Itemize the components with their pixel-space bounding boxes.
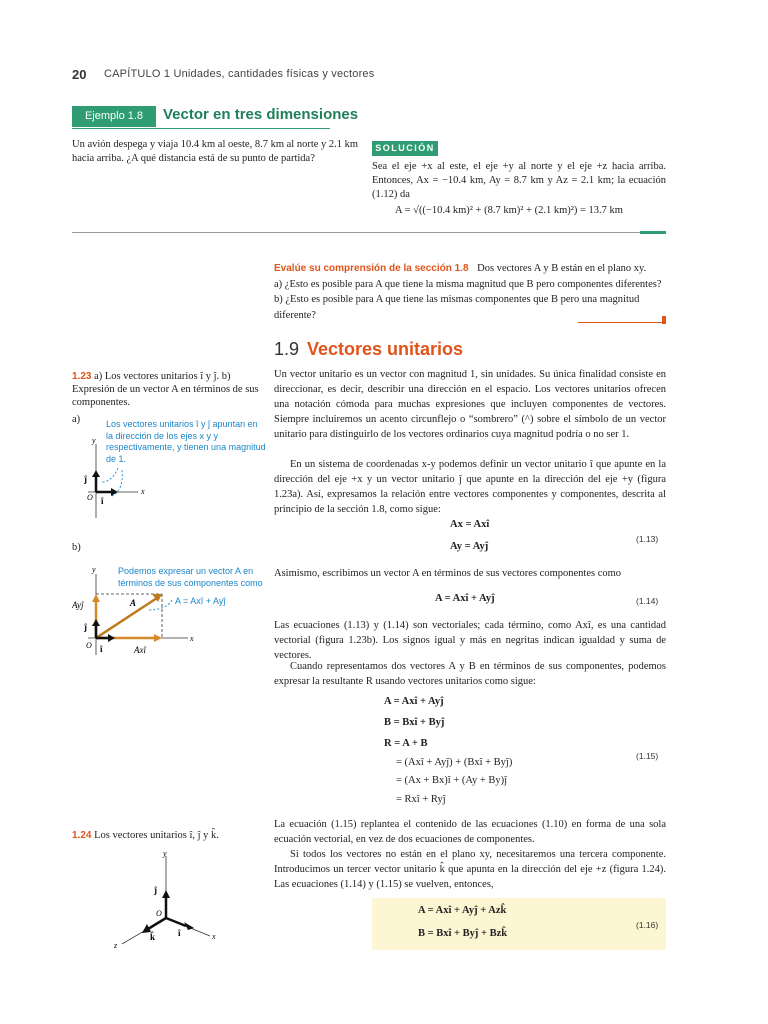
- equation-number-1-13: (1.13): [636, 534, 659, 544]
- fig-b-x-label: x: [190, 634, 194, 643]
- fig-a-origin-label: O: [87, 493, 93, 502]
- ay-arrowhead: [92, 594, 100, 602]
- fig-124-x-label: x: [212, 932, 216, 941]
- figure-1-23a-label: a): [72, 414, 81, 425]
- evaluate-title: Evalúe su comprensión de la sección 1.8: [274, 263, 469, 274]
- paragraph-5: Cuando representamos dos vectores A y B en términos de sus componentes, podemos expresar la resultante R usando vectores unitarios como sigue:: [274, 661, 666, 687]
- page-number: 20: [72, 67, 87, 82]
- evaluate-mark: [662, 316, 666, 324]
- example-rule: [72, 128, 330, 129]
- fig-b-i-label: î: [100, 644, 103, 654]
- i-unit-vector: [166, 918, 186, 926]
- equation-1-15-line6: = Rxî + Ryĵ: [396, 794, 446, 805]
- section-number: 1.9: [274, 339, 300, 359]
- equation-1-15-line4: = (Axî + Ayĵ) + (Bxî + Byĵ): [396, 757, 513, 768]
- equation-1-15-line2: B = Bxî + Byĵ: [384, 717, 445, 728]
- ax-arrowhead: [154, 634, 162, 642]
- fig-b-j-label: ĵ: [84, 622, 87, 632]
- section-divider-accent: [640, 231, 666, 234]
- example-label: Ejemplo 1.8: [72, 106, 156, 127]
- equation-highlight-box: [372, 898, 666, 950]
- equation-number-1-15: (1.15): [636, 751, 659, 761]
- fig-b-origin-label: O: [86, 641, 92, 650]
- i-arrowhead: [111, 488, 118, 496]
- fig-124-z-label: z: [114, 941, 118, 950]
- fig-124-j-label: ĵ: [154, 885, 157, 895]
- equation-1-16a: A = Axî + Ayĵ + Azk̂: [418, 905, 507, 916]
- figure-1-24-number: 1.24: [72, 830, 92, 841]
- j-arrowhead: [162, 890, 170, 898]
- solution-text: Sea el eje +x al este, el eje +y al norte y el eje +z hacia arriba. Entonces, Ax = −10.4 km, Ay = 8.7 km y Az = 2.1 km; la ecuación (1.12) da: [372, 161, 666, 200]
- i-arrowhead: [108, 634, 115, 642]
- fig-124-k-label: k̂: [150, 932, 156, 942]
- figure-1-23a: [72, 430, 272, 520]
- figure-1-23b-note: Podemos expresar un vector A en términos de sus componentes como: [118, 566, 263, 588]
- figure-1-24-caption: [72, 829, 262, 842]
- figure-1-24: [100, 848, 230, 952]
- evaluate-rule: [578, 322, 662, 323]
- evaluate-question-b: b) ¿Esto es posible para A que tiene las mismas componentes que B pero una magnitud diferente?: [274, 294, 640, 321]
- figure-1-24-caption-text: Los vectores unitarios î, ĵ y k̂.: [94, 830, 219, 841]
- j-arrowhead: [92, 619, 100, 626]
- section-title: Vectores unitarios: [307, 339, 464, 359]
- fig-124-origin-label: O: [156, 909, 162, 918]
- fig-a-x-label: x: [141, 487, 145, 496]
- fig-124-i-label: î: [178, 928, 181, 938]
- vector-a: [96, 598, 157, 638]
- evaluate-question-a: a) ¿Esto es posible para A que tiene la misma magnitud que B pero componentes diferentes?: [274, 278, 662, 290]
- equation-1-16b: B = Bxî + Byĵ + Bzk̂: [418, 928, 508, 939]
- fig-b-axi-label: Axî: [134, 645, 146, 655]
- fig-a-y-label: y: [92, 436, 96, 445]
- equation-1-15-line3: R = A + B: [384, 738, 428, 749]
- solution-label: SOLUCIÓN: [372, 141, 438, 156]
- paragraph-3: Asimismo, escribimos un vector A en términos de sus vectores componentes como: [274, 568, 622, 579]
- equation-number-1-16: (1.16): [636, 920, 659, 930]
- figure-1-23-number: 1.23: [72, 371, 92, 382]
- equation-1-15-line5: = (Ax + Bx)î + (Ay + By)ĵ: [396, 775, 508, 786]
- equation-1-13a: Ax = Axî: [450, 519, 490, 530]
- paragraph-6: La ecuación (1.15) replantea el contenido de las ecuaciones (1.10) en forma de una sola ecuación vectorial, en vez de dos ecuaciones de componentes.: [274, 819, 666, 845]
- evaluate-block: [274, 261, 666, 323]
- fig-a-i-label: î: [101, 496, 104, 506]
- fig-b-ayj-label: Ayĵ: [72, 600, 84, 610]
- paragraph-1: Un vector unitario es un vector con magnitud 1, sin unidades. Su única finalidad consiste en direccionar, es decir, describir una dirección en el espacio. Los vectores unitarios ofrecen una notación cómoda para muchas expresiones que incluyen componentes de vectores. Siempre incluiremos un acento circunflejo o “sombrero” (^) sobre el símbolo de un vector unitario para distinguirlo de los vectores ordinarios cuya magnitud podría o no ser 1.: [274, 369, 666, 440]
- equation-1-15-line1: A = Axî + Ayĵ: [384, 696, 444, 707]
- k-unit-vector: [148, 918, 166, 929]
- j-arrowhead: [92, 470, 100, 477]
- figure-1-23a-note: Los vectores unitarios î y ĵ apuntan en la dirección de los ejes x y y respectivamente, y tienen una magnitud de 1.: [106, 419, 266, 464]
- paragraph-7: Si todos los vectores no están en el plano xy, necesitaremos una tercera componente. Introducimos un tercer vector unitario k̂ que apunta en la dirección del eje +z (figura 1.24). Las ecuaciones (1.14) y (1.15) se vuelven, entonces,: [274, 849, 666, 890]
- figure-1-23-caption: [72, 370, 262, 409]
- solution-equation: A = √((−10.4 km)² + (8.7 km)² + (2.1 km)²) = 13.7 km: [395, 205, 623, 216]
- equation-number-1-14: (1.14): [636, 596, 659, 606]
- figure-1-23b-note-equation: A = Axî + Ayĵ: [175, 596, 226, 606]
- fig-b-a-label: A: [130, 598, 137, 608]
- example-title: Vector en tres dimensiones: [163, 106, 359, 123]
- example-problem: Un avión despega y viaja 10.4 km al oeste, 8.7 km al norte y 2.1 km hacia arriba. ¿A qué distancia está de su punto de partida?: [72, 139, 359, 164]
- fig-124-y-label: y: [163, 849, 167, 858]
- chapter-header: CAPÍTULO 1 Unidades, cantidades físicas y vectores: [104, 68, 375, 80]
- paragraph-4: Las ecuaciones (1.13) y (1.14) son vectoriales; cada término, como Axî, es una cantidad vectorial (figura 1.23b). Los signos igual y más en negritas indican igualdad y suma de vectores.: [274, 620, 666, 661]
- equation-1-13b: Ay = Ayĵ: [450, 541, 489, 552]
- figure-1-23-caption-text: a) Los vectores unitarios î y ĵ. b) Expresión de un vector A en términos de sus componentes.: [72, 371, 259, 408]
- fig-a-j-label: ĵ: [84, 474, 87, 484]
- section-divider: [72, 232, 666, 233]
- fig-b-y-label: y: [92, 565, 96, 574]
- figure-1-23b: [72, 560, 272, 660]
- evaluate-intro: Dos vectores A y B están en el plano xy.: [477, 263, 647, 274]
- figure-1-23b-label: b): [72, 542, 81, 553]
- note-pointer-j: [102, 468, 118, 482]
- paragraph-2: En un sistema de coordenadas x-y podemos definir un vector unitario î que apunte en la dirección del eje +x y un vector unitario ĵ que apunte en la dirección del eje +y (figura 1.23a). Así, expresamos la relación entre vectores componentes y componentes, descrita al principio de la sección 1.8, como sigue:: [274, 459, 666, 515]
- equation-1-14: A = Axî + Ayĵ: [435, 593, 495, 604]
